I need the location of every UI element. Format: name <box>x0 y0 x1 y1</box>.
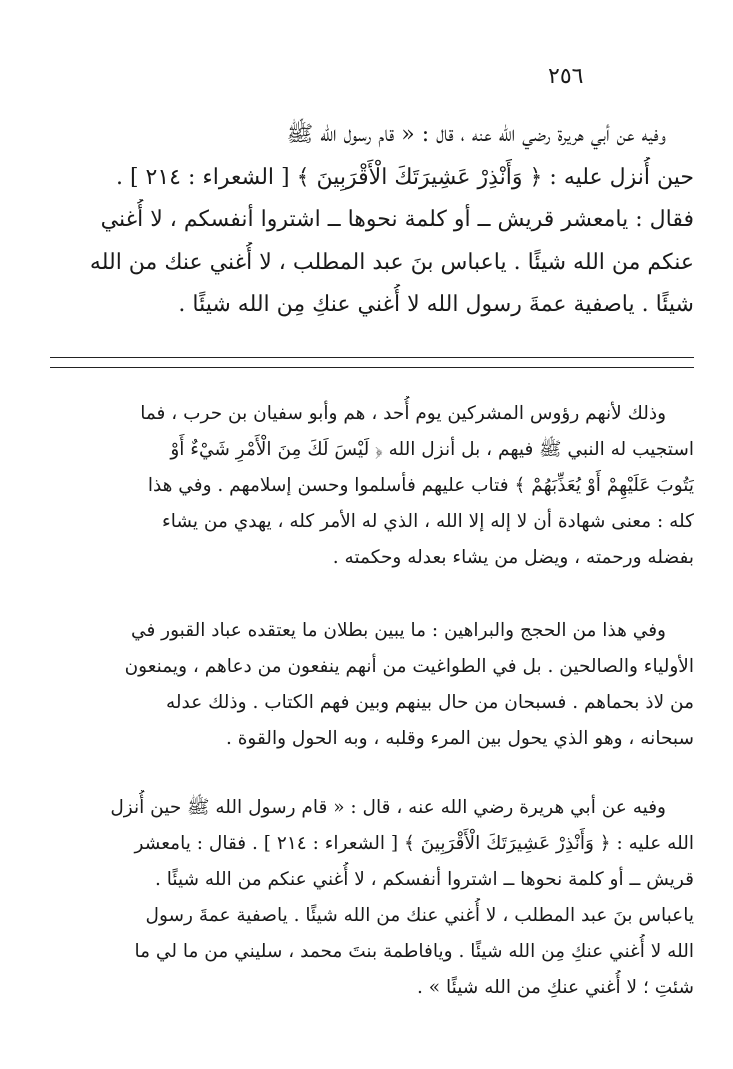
footnote-line: قريش ــ أو كلمة نحوها ــ اشتروا أنفسكم ، لا أُغني عنكم من الله شيئًا . <box>154 869 694 890</box>
footnote-line: وفي هذا من الحجج والبراهين : ما يبين بطلان ما يعتقده عباد القبور في <box>131 620 666 641</box>
footnote-paragraph-3 <box>42 790 694 1006</box>
footnote-line: سبحانه ، وهو الذي يحول بين المرء وقلبه ، وبه الحول والقوة . <box>225 728 694 749</box>
main-line: عنكم من الله شيئًا . ياعباس بنَ عبد المطلب ، لا أُغني عنك من الله <box>89 249 694 275</box>
main-line: حين أُنزل عليه : ﴿ وَأَنْذِرْ عَشِيرَتَكَ الْأَقْرَبِينَ ﴾ [ الشعراء : ٢١٤ ] . <box>115 164 694 190</box>
footnote-line: الله لا أُغني عنكِ مِن الله شيئًا . ويافاطمة بنتَ محمد ، سليني من ما لي ما <box>134 941 694 962</box>
main-line: فقال : يامعشر قريش ــ أو كلمة نحوها ــ اشتروا أنفسكم ، لا أُغني <box>100 207 694 232</box>
footnote-paragraph-1 <box>42 396 694 576</box>
page-number: ٢٥٦ <box>548 64 584 89</box>
footnote-line: استجيب له النبي ﷺ فيهم ، بل أنزل الله ﴿ لَيْسَ لَكَ مِنَ الْأَمْرِ شَيْءٌ أَوْ <box>170 439 694 460</box>
main-text <box>42 114 694 327</box>
footnote-line: من لاذ بحماهم . فسبحان من حال بينهم وبين فهم الكتاب . وذلك عدله <box>166 692 694 713</box>
footnote-line: وذلك لأنهم رؤوس المشركين يوم أُحد ، هم وأبو سفيان بن حرب ، فما <box>140 403 666 424</box>
footnote-line: ياعباس بنَ عبد المطلب ، لا أُغني عنك من الله شيئًا . ياصفية عمةَ رسول <box>145 905 694 926</box>
footnote-line: بفضله ورحمته ، ويضل من يشاء بعدله وحكمته . <box>332 547 694 568</box>
footnote-line: كله : معنى شهادة أن لا إله إلا الله ، الذي له الأمر كله ، يهدي من يشاء <box>162 511 694 532</box>
main-line: شيئًا . ياصفية عمةَ رسول الله لا أُغني عنكِ مِن الله شيئًا . <box>178 292 694 317</box>
footnote-paragraph-2 <box>42 613 694 757</box>
footnote-line: يَتُوبَ عَلَيْهِمْ أَوْ يُعَذِّبَهُمْ ﴾ فتاب عليهم فأسلموا وحسن إسلامهم . وفي هذا <box>147 475 694 496</box>
main-line: وفيه عن أبي هريرة رضي الله عنه ، قال : « قام رسول الله ﷺ <box>286 122 666 147</box>
divider-line <box>50 367 694 368</box>
divider-line <box>50 357 694 358</box>
footnote-line: الأولياء والصالحين . بل في الطواغيت من أنهم ينفعون من دعاهم ، ويمنعون <box>124 656 694 677</box>
footnote-line: شئتِ ؛ لا أُغني عنكِ من الله شيئًا » . <box>417 977 694 998</box>
footnote-line: الله عليه : ﴿ وَأَنْذِرْ عَشِيرَتَكَ الْأَقْرَبِينَ ﴾ [ الشعراء : ٢١٤ ] . فقال : يامعشر <box>134 833 694 854</box>
footnote-line: وفيه عن أبي هريرة رضي الله عنه ، قال : « قام رسول الله ﷺ حين أُنزل <box>110 797 666 818</box>
